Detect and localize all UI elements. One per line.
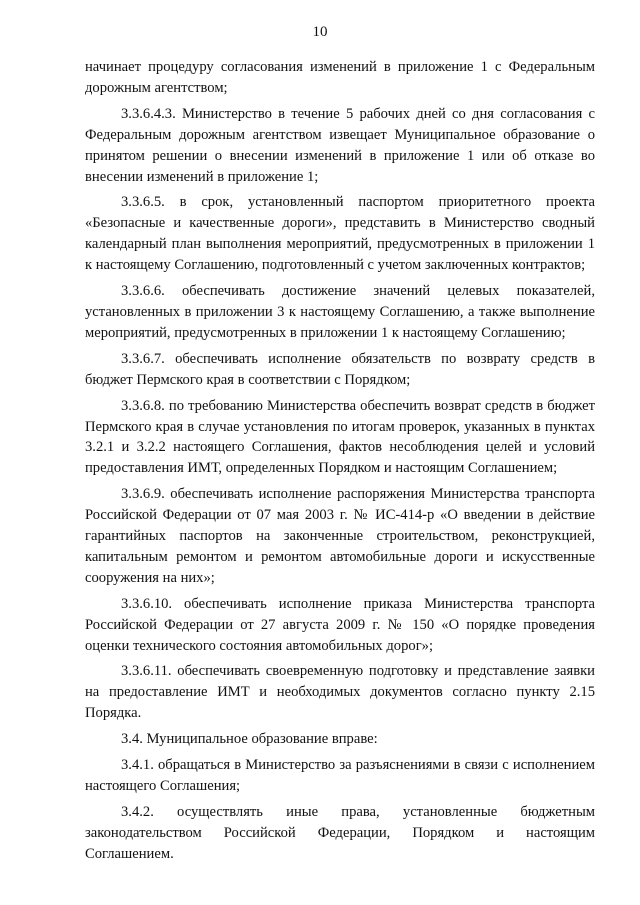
paragraph-3-4-1: 3.4.1. обращаться в Министерство за разъяснениями в связи с исполнением настоящего Соглашения; bbox=[85, 757, 595, 794]
paragraph-3-3-6-6: 3.3.6.6. обеспечивать достижение значений целевых показателей, установленных в приложении 3 к настоящему Соглашению, а также выполнение мероприятий, предусмотренных в приложении 1 к настоящему Соглашению; bbox=[85, 283, 595, 341]
document-body bbox=[85, 57, 595, 870]
paragraph-3-3-6-8: 3.3.6.8. по требованию Министерства обеспечить возврат средств в бюджет Пермского края в случае установления по итогам проверок, указанных в пунктах 3.2.1 и 3.2.2 настоящего Соглашения, фактов несоблюдения целей и условий предоставления ИМТ, определенных Порядком и настоящим Соглашением; bbox=[85, 397, 595, 477]
page-number: 10 bbox=[312, 24, 328, 40]
paragraph-3-4-2: 3.4.2. осуществлять иные права, установленные бюджетным законодательством Российской Федерации, Порядком и настоящим Соглашением. bbox=[85, 803, 595, 862]
paragraph-3-3-6-4-3: 3.3.6.4.3. Министерство в течение 5 рабочих дней со дня согласования с Федеральным дорожным агентством извещает Муниципальное образование о принятом решении о внесении изменений в приложение 1 или об отказе во внесении изменений в приложение 1; bbox=[85, 105, 595, 185]
paragraph-3-3-6-10: 3.3.6.10. обеспечивать исполнение приказа Министерства транспорта Российской Федерации от 27 августа 2009 г. № 150 «О порядке проведения оценки технического состояния автомобильных дорог»; bbox=[85, 595, 595, 654]
paragraph-3-3-6-5: 3.3.6.5. в срок, установленный паспортом приоритетного проекта «Безопасные и качественные дороги», представить в Министерство сводный календарный план выполнения мероприятий, предусмотренных в приложении 1 к настоящему Соглашению, подготовленный с учетом заключенных контрактов; bbox=[85, 194, 595, 274]
paragraph-continuation: начинает процедуру согласования изменений в приложение 1 с Федеральным дорожным агентством; bbox=[85, 59, 595, 96]
paragraph-3-3-6-11: 3.3.6.11. обеспечивать своевременную подготовку и представление заявки на предоставление ИМТ и необходимых документов согласно пункту 2.15 Порядка. bbox=[85, 663, 595, 722]
paragraph-3-4-heading: 3.4. Муниципальное образование вправе: bbox=[121, 731, 378, 748]
paragraph-3-3-6-9: 3.3.6.9. обеспечивать исполнение распоряжения Министерства транспорта Российской Федерации от 07 мая 2003 г. № ИС-414-р «О введении в действие гарантийных паспортов на законченные строительством, реконструкцией, капитальным ремонтом и ремонтом автомобильные дороги и искусственные сооружения на них»; bbox=[85, 486, 595, 586]
paragraph-3-3-6-7: 3.3.6.7. обеспечивать исполнение обязательств по возврату средств в бюджет Пермского края в соответствии с Порядком; bbox=[85, 350, 595, 388]
